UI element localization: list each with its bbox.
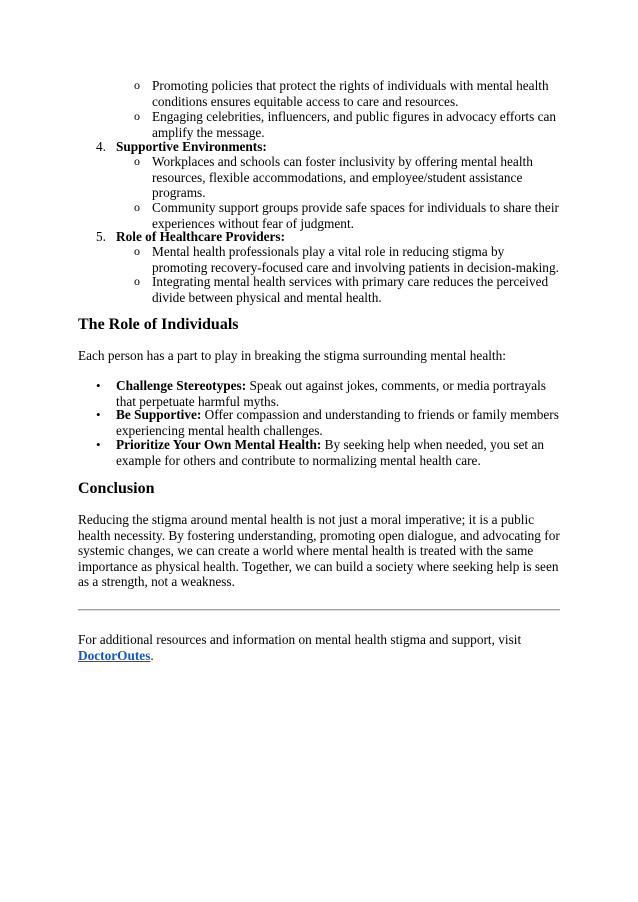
doctoroutes-link[interactable]: DoctorOutes [78,647,151,663]
intro-paragraph: Each person has a part to play in breaking the stigma surrounding mental health: [78,348,506,363]
sub-bullet-marker: o [134,154,140,168]
list-heading-supportive-environments: Supportive Environments: [116,139,267,154]
list-number: 5. [96,229,106,244]
sub-bullet-marker: o [134,78,140,92]
list-number: 4. [96,139,106,154]
sub-bullet-marker: o [134,244,140,258]
bullet-item-bold-label: Challenge Stereotypes: [116,378,247,393]
bullet-item-text: Offer compassion and understanding to friends or family members experiencing mental health challenges. [116,407,559,438]
list-item: Community support groups provide safe spaces for individuals to share their experiences without fear of judgment. [152,200,559,231]
sub-bullet-marker: o [134,109,140,123]
list-heading-healthcare-providers: Role of Healthcare Providers: [116,229,285,244]
footer-period: . [150,647,154,663]
footer-paragraph [78,632,562,663]
footer-text: For additional resources and information on mental health stigma and support, visit [78,632,522,647]
bullet-item-be-supportive [116,407,562,438]
list-item: Promoting policies that protect the rights of individuals with mental health conditions ensures equitable access to care and resources. [152,78,549,109]
sub-bullet-marker: o [134,200,140,214]
list-item: Mental health professionals play a vital role in reducing stigma by promoting recovery-focused care and involving patients in decision-making. [152,244,559,275]
horizontal-divider [78,609,560,611]
bullet-item-prioritize-mental-health [116,437,562,468]
list-item: Engaging celebrities, influencers, and public figures in advocacy efforts can amplify the message. [152,109,557,140]
bullet-marker: • [96,378,101,393]
bullet-item-text: Speak out against jokes, comments, or media portrayals that perpetuate harmful myths. [116,378,546,409]
bullet-marker: • [96,437,101,452]
bullet-item-bold-label: Prioritize Your Own Mental Health: [116,437,322,452]
bullet-item-bold-label: Be Supportive: [116,407,202,422]
list-item: Workplaces and schools can foster inclusivity by offering mental health resources, flexible accommodations, and employee/student assistance programs. [152,154,533,201]
bullet-item-text: By seeking help when needed, you set an example for others and contribute to normalizing mental health care. [116,437,544,468]
bullet-marker: • [96,407,101,422]
list-item: Integrating mental health services with primary care reduces the perceived divide between physical and mental health. [152,274,549,305]
conclusion-paragraph: Reducing the stigma around mental health is not just a moral imperative; it is a public health necessity. By fostering understanding, promoting open dialogue, and advocating for systemic changes, we can create a world where mental health is treated with the same importance as physical health. Together, we can build a society where seeking help is seen as a strength, not a weakness. [78,512,560,590]
section-heading-conclusion: Conclusion [78,480,155,497]
sub-bullet-marker: o [134,274,140,288]
section-heading-role-of-individuals: The Role of Individuals [78,316,239,333]
bullet-item-challenge-stereotypes [116,378,562,409]
